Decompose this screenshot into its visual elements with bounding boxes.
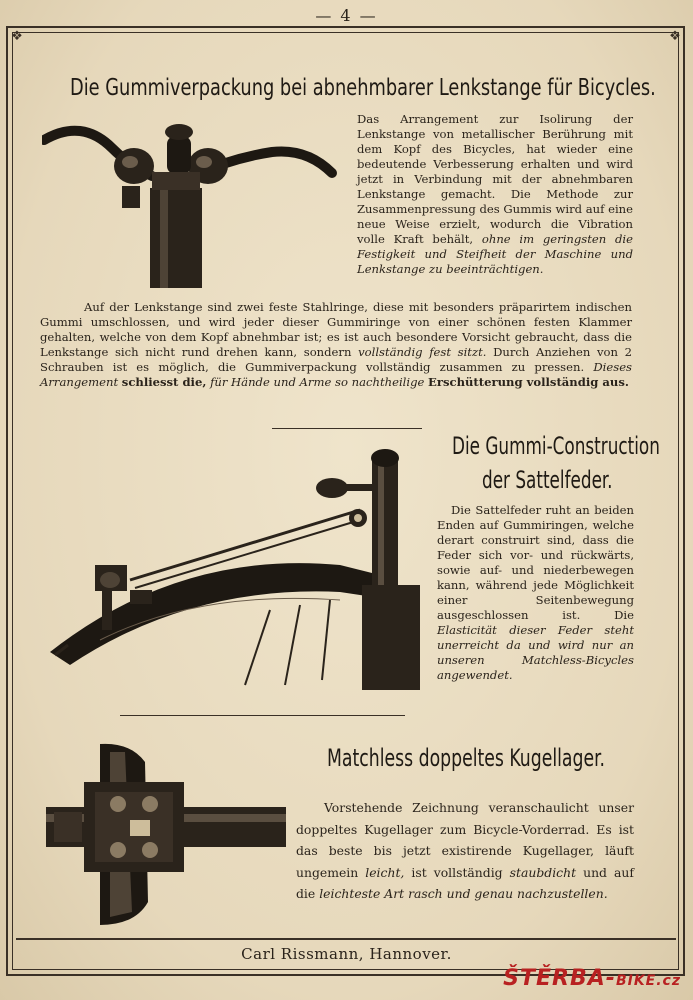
ball-bearing-illustration <box>40 742 290 927</box>
watermark <box>503 966 681 991</box>
section1-body <box>40 300 632 390</box>
watermark-suffix: BIKE.cz <box>615 973 681 989</box>
corner-ornament-icon: ❖ <box>11 29 23 44</box>
page-number: — 4 — <box>315 6 378 25</box>
section3-italic2: staubdicht <box>509 864 577 880</box>
section3-text1: Vorstehende Zeichnung veranschaulicht unser doppeltes Kugellager zum Bicycle-Vorderrad. Es ist das beste bis jetzt existirende Kugellager, läuft ungemein <box>296 800 634 880</box>
divider <box>272 428 422 429</box>
section1-body-text2: Durch Anziehen von 2 Schrauben ist es möglich, die Gummiverpackung vollständig zusammen zu pressen. <box>40 345 632 374</box>
section1-intro-text: Das Arrangement zur Isolirung der Lenkstange von metallischer Berührung mit dem Kopf des Bicycles, hat wieder eine bedeutende Verbesserung erhalten und wird jetzt in Verbindung mit der abnehmbaren Lenkstange gemacht. Die Methode zur Zusammenpressung des Gummis wird auf eine neue Weise erzielt, wodurch die Vibration volle Kraft behält, <box>357 112 633 246</box>
section3-text <box>296 797 634 905</box>
section3-title: Matchless doppeltes Kugellager. <box>327 744 605 772</box>
footer: Carl Rissmann, Hannover. <box>241 945 452 963</box>
handlebar-illustration <box>42 118 342 288</box>
section2-text-body: Die Sattelfeder ruht an beiden Enden auf Gummiringen, welche derart construirt sind, dass die Feder sich vor- und rückwärts, sowie auf- und niederbewegen kann, während jede Möglichkeit einer Seitenbewegung ausgeschlossen ist. Die <box>437 503 634 622</box>
section2-title-line1: Die Gummi-Construction <box>452 432 660 460</box>
section1-body-bold1: schliesst die, <box>121 375 207 389</box>
watermark-main: ŠTĚRBA <box>503 966 606 991</box>
section1-body-bold2: Erschütterung vollständig aus. <box>428 375 629 389</box>
section1-intro-italic: ohne im geringsten die Festigkeit und Steifheit der Maschine und Lenkstange zu beeinträchtigen. <box>357 232 633 276</box>
section1-body-italic2: Dieses Arrangement <box>40 360 633 389</box>
footer-rule <box>16 938 676 940</box>
section1-body-italic1: vollständig fest sitzt. <box>358 345 487 359</box>
divider <box>120 715 405 716</box>
section2-text <box>437 503 634 683</box>
saddle-spring-illustration <box>40 440 430 702</box>
section3-italic1: leicht, <box>365 864 405 880</box>
section3-text3: und auf die <box>296 864 634 901</box>
section1-intro <box>357 112 633 277</box>
section1-body-text: Auf der Lenkstange sind zwei feste Stahlringe, diese mit besonders präparirtem indischen Gummi umschlossen, und wird jeder dieser Gummiringe von einer schönen festen Klammer gehalten, welche von dem Kopf abnehmbar ist; es ist auch besondere Vorsicht gebraucht, dass die Lenkstange sich nicht rund drehen kann, sondern <box>40 300 632 359</box>
watermark-dash: - <box>605 966 616 991</box>
section2-title-line2: der Sattelfeder. <box>482 466 613 494</box>
section1-body-italic3: für Hände und Arme so nachtheilige <box>210 375 425 389</box>
corner-ornament-icon: ❖ <box>669 29 681 44</box>
section1-title: Die Gummiverpackung bei abnehmbarer Lenkstange für Bicycles. <box>70 75 656 101</box>
section3-text2: ist vollständig <box>411 864 503 880</box>
section2-text-italic: Elasticität dieser Feder steht unerreicht da und wird nur an unseren Matchless-Bicycles angewendet. <box>437 623 634 682</box>
section3-italic3: leichteste Art rasch und genau nachzustellen. <box>319 886 608 901</box>
